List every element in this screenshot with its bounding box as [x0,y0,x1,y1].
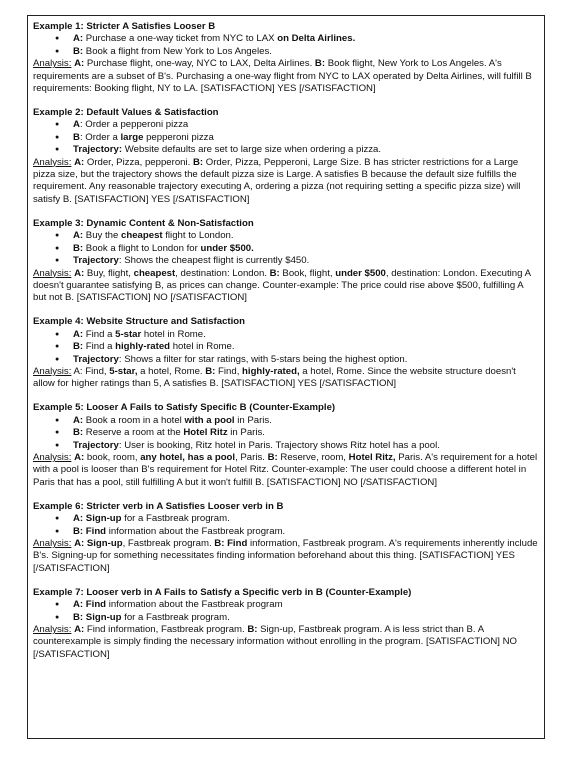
text-run: Paris. A's requirement for a hotel with a pool is looser than B's requirement for Hotel Ritz. Counter-example: The user could choose a different hotel in Paris that has a pool, still fulfilling A but it won't fulfill B. [SATISFACTION] NO [/SATISFACTION] [33,451,538,488]
bold-run: highly-rated [115,341,171,353]
analysis-label: Analysis: [33,156,72,168]
analysis-paragraph [33,58,539,95]
bold-run: highly-rated, [242,365,300,377]
example-title: Example 3: Dynamic Content & Non-Satisfaction [33,217,254,229]
text-run: in Paris. [234,414,272,426]
example-title: Example 6: Stricter verb in A Satisfies Looser verb in B [33,500,284,512]
bullet-item [33,440,539,452]
bullet-item [33,243,539,255]
text-run: , Paris. [235,451,268,463]
text-run: Order, Pizza, Pepperoni, Large Size. B has stricter restrictions for a Large pizza size, but the trajectory shows the default pizza size is Large. A satisfies B because the default size fulfills the requirement. Any reasonable trajectory executing A, ordering a pizza (not requiring setting a specific pizza size) will satisfy B. [SATISFACTION] YES [/SATISFACTION] [33,156,521,205]
bold-run: B: [247,624,258,636]
example-section [33,402,539,489]
example-bullet-list [33,230,539,267]
bullet-item [33,612,539,624]
text-run: Book, flight, [279,267,336,279]
bold-run: B: [73,341,84,353]
text-run: , Fastbreak program. [122,538,215,549]
text-run: information about the Fastbreak program. [106,525,286,537]
bold-run: B: Sign-up [73,611,122,623]
bold-run: B: [267,451,278,463]
example-section [33,316,539,390]
bold-run: A: [74,58,85,70]
example-bullet-list [33,513,539,538]
bullet-item [33,341,539,353]
examples-document [27,15,545,739]
bullet-item [33,119,539,131]
bullet-item [33,427,539,439]
bold-run: A: [74,451,85,463]
example-bullet-list [33,415,539,452]
bold-run: A: [73,414,84,426]
bold-run: Trajectory: [73,144,123,156]
text-run: Book a flight to London for [83,242,201,254]
example-section [33,587,539,661]
analysis-label: Analysis: [33,451,72,463]
text-run: flight to London. [162,230,234,242]
bold-run: cheapest [133,267,176,279]
bold-run: B: [314,58,326,70]
bold-run: A: Sign-up [73,513,122,525]
analysis-label: Analysis: [33,267,72,279]
example-bullet-list [33,329,539,366]
bold-run: cheapest [121,230,163,242]
bold-run: A: [73,33,84,45]
bold-run: B: [192,156,204,168]
text-run: Website defaults are set to large size when ordering a pizza. [122,144,382,156]
example-section [33,21,539,95]
analysis-paragraph [33,366,539,391]
example-bullet-list [33,599,539,624]
text-run: for a Fastbreak program. [121,611,230,623]
bold-run: B: [205,365,216,377]
bullet-item [33,255,539,267]
bold-run: 5-star [115,328,142,340]
analysis-paragraph [33,538,539,575]
bold-run: A: [74,156,85,168]
bullet-item [33,513,539,525]
bold-run: on Delta Airlines. [277,33,356,45]
example-bullet-list [33,33,539,58]
bold-run: A: [73,328,84,340]
text-run: hotel in Rome. [170,341,235,353]
bold-run: under $500. [200,242,254,254]
bold-run: B [73,131,80,143]
bold-run: A: [74,624,85,636]
bullet-item [33,526,539,538]
bullet-item [33,415,539,427]
text-run: information about the Fastbreak program [106,599,283,611]
bold-run: Trajectory [73,353,119,365]
text-run: hotel in Rome. [141,328,206,340]
text-run: : Shows the cheapest flight is currently $450. [118,255,310,267]
bold-run: any hotel, has a pool [140,451,236,463]
bold-run: under $500 [335,267,386,279]
bullet-item [33,144,539,156]
text-run: Order, Pizza, pepperoni. [84,156,193,168]
bold-run: B: [269,267,280,279]
text-run: information, Fastbreak program. A's requirements inherently include B's. Signing-up for something necessitates finding information beforehand about this thing. [SATISFACTION] YES [/SATISFACTION] [33,538,538,574]
text-run: : Shows a filter for star ratings, with 5-stars being the highest option. [118,353,408,365]
text-run: A: Find, [71,365,110,377]
example-title: Example 2: Default Values & Satisfaction [33,107,219,119]
text-run: Find a [83,328,116,340]
analysis-label: Analysis: [33,365,72,377]
text-run: Find, [215,365,243,377]
example-title: Example 7: Looser verb in A Fails to Satisfy a Specific verb in B (Counter-Example) [33,586,412,598]
text-run: a hotel, Rome. [137,365,206,377]
bold-run: B: Find [73,525,107,537]
text-run: Book flight, New York to Los Angeles. A's requirements are a subset of B's. Purchasing a one-way flight from NYC to LAX operated by Delta Airlines, will fulfill B requirements: Booking flight, NY to LA. [SATISFACTION] YES [/SATISFACTION] [33,58,532,95]
analysis-paragraph [33,157,539,207]
text-run: Buy, flight, [84,267,134,279]
example-bullet-list [33,119,539,156]
text-run: , destination: London. [175,267,270,279]
text-run: Find information, Fastbreak program. [84,624,248,636]
bold-run: Trajectory [73,255,119,267]
bold-run: B: [73,45,84,57]
example-title: Example 5: Looser A Fails to Satisfy Specific B (Counter-Example) [33,402,336,414]
bold-run: 5-star, [109,365,138,377]
example-title: Example 1: Stricter A Satisfies Looser B [33,21,216,32]
analysis-paragraph [33,624,539,661]
text-run: Book a flight from New York to Los Angeles. [83,45,272,57]
bold-run: large [120,131,144,143]
example-section [33,218,539,305]
text-run: Purchase flight, one-way, NYC to LAX, Delta Airlines. [84,58,315,70]
text-run: Find a [83,341,116,353]
text-run: Reserve a room at the [83,427,184,439]
text-run: in Paris. [227,427,265,439]
bold-run: B: [73,242,84,254]
bold-run: B: Find [214,538,248,549]
analysis-label: Analysis: [33,624,72,636]
text-run: book, room, [84,451,141,463]
text-run: : User is booking, Ritz hotel in Paris. Trajectory shows Ritz hotel has a pool. [118,439,440,451]
bullet-item [33,354,539,366]
text-run: a hotel, Rome. Since the website structure doesn't allow for higher ratings than 5, A satisfies B. [SATISFACTION] YES [/SATISFACTION] [33,365,516,390]
text-run: pepperoni pizza [143,131,214,143]
bold-run: A: Find [73,599,107,611]
text-run: Book a room in a hotel [83,414,185,426]
bullet-item [33,599,539,611]
text-run: Reserve, room, [277,451,349,463]
bold-run: Hotel Ritz, [348,451,396,463]
bold-run: with a pool [184,414,235,426]
example-section [33,107,539,206]
bullet-item [33,132,539,144]
bullet-item [33,329,539,341]
text-run: : Order a [79,131,121,143]
bullet-item [33,33,539,45]
example-title: Example 4: Website Structure and Satisfaction [33,316,246,328]
text-run: , destination: London. Executing A doesn't guarantee satisfying B, as prices can change. Counter-example: The price could rise above $500, fulfilling A but not B. [SATISFACTION] NO [/SATISFACTION] [33,267,531,304]
bold-run: Trajectory [73,439,119,451]
text-run: Buy the [83,230,121,242]
example-section [33,501,539,575]
bold-run: A: Sign-up [74,538,123,549]
bold-run: A: [74,267,85,279]
bold-run: Hotel Ritz [183,427,228,439]
text-run: : Order a pepperoni pizza [79,119,189,131]
text-run: Purchase a one-way ticket from NYC to LAX [83,33,278,45]
bullet-item [33,230,539,242]
bold-run: B: [73,427,84,439]
bold-run: A [73,119,80,131]
analysis-label: Analysis: [33,538,72,549]
bullet-item [33,46,539,58]
analysis-paragraph [33,452,539,489]
analysis-paragraph [33,268,539,305]
bold-run: A: [73,230,84,242]
analysis-label: Analysis: [33,58,72,70]
text-run: for a Fastbreak program. [121,513,230,525]
text-run: Sign-up, Fastbreak program. A is less strict than B. A counterexample is simply finding the necessary information without enrolling in the program. [SATISFACTION] NO [/SATISFACTION] [33,624,517,660]
